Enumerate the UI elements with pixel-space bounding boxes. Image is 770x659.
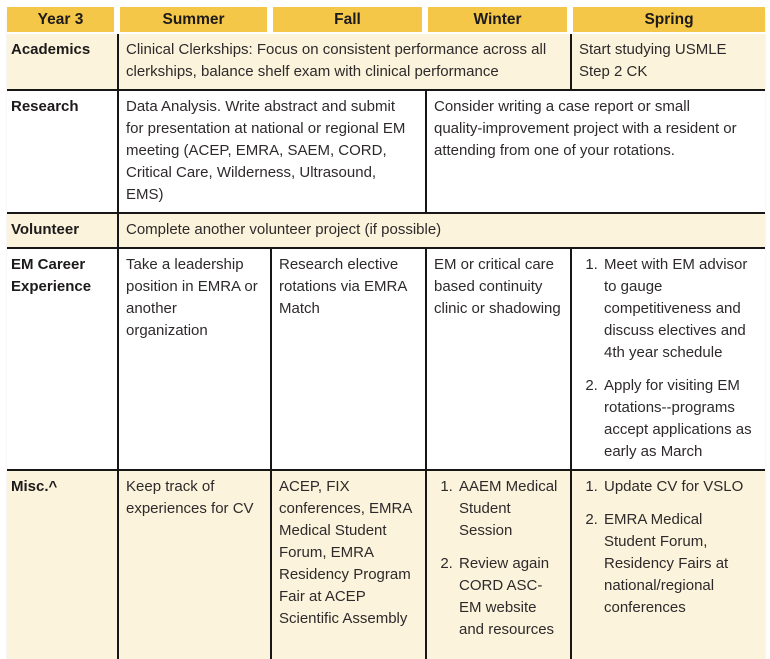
header-cell-winter: Winter: [425, 7, 570, 32]
cell-text: Take a leadership position in EMRA or another organization: [126, 256, 258, 339]
volunteer-all-seasons-cell: [117, 214, 765, 247]
academics-spring-cell: [570, 34, 765, 89]
cell-text: Clinical Clerkships: Focus on consistent performance across all clerkships, balance shelf exam with clinical performance: [126, 41, 547, 80]
cell-text: Data Analysis. Write abstract and submit for presentation at national or regional EM meeting (ACEP, EMRA, SAEM, CORD, Critical Care, Wilderness, Ultrasound, EMS): [126, 98, 406, 203]
em-career-summer-cell: [117, 249, 270, 469]
row-label-research: Research: [11, 98, 79, 115]
em-career-spring-cell: [570, 249, 765, 469]
row-label-volunteer: Volunteer: [11, 221, 80, 238]
research-winter-spring-cell: [425, 91, 765, 212]
misc-summer-cell: [117, 471, 270, 659]
table-body: [7, 34, 765, 659]
cell-text: Consider writing a case report or small quality-improvement project with a resident or attending from one of your rotations.: [434, 98, 737, 159]
row-label-academics: Academics: [11, 41, 91, 58]
cell-text: Start studying USMLE Step 2 CK: [579, 41, 727, 80]
misc-winter-cell: [425, 471, 570, 659]
cell-text: Keep track of experiences for CV: [126, 478, 254, 517]
row-em-career-experience: [7, 247, 765, 469]
list-item: 1. Meet with EM advisor to gauge competitiveness and discuss electives and 4th year schedule: [602, 254, 757, 364]
research-summer-fall-cell: [117, 91, 425, 212]
header-cell-spring: Spring: [570, 7, 765, 32]
em-career-spring-list: [579, 254, 757, 463]
header-cell-year3: Year 3: [7, 7, 117, 32]
misc-spring-list: [579, 476, 757, 619]
header-cell-fall: Fall: [270, 7, 425, 32]
row-label-em-career-experience: EM Career Experience: [11, 256, 92, 295]
row-research: [7, 89, 765, 212]
em-career-winter-cell: [425, 249, 570, 469]
row-volunteer: [7, 212, 765, 247]
misc-spring-cell: [570, 471, 765, 659]
list-item: 2. EMRA Medical Student Forum, Residency Fairs at national/regional conferences: [602, 509, 757, 619]
list-item: 1. Update CV for VSLO: [602, 476, 757, 498]
header-cell-summer: Summer: [117, 7, 270, 32]
year3-schedule-table: [7, 7, 765, 659]
misc-winter-list: [434, 476, 562, 641]
row-academics: [7, 34, 765, 89]
row-label-misc: Misc.^: [11, 478, 58, 495]
cell-text: ACEP, FIX conferences, EMRA Medical Student Forum, EMRA Residency Program Fair at ACEP Scientific Assembly: [279, 478, 412, 627]
academics-summer-fall-winter-cell: [117, 34, 570, 89]
list-item: 2. Apply for visiting EM rotations--programs accept applications as early as March: [602, 375, 757, 463]
table-header-row: [7, 7, 765, 32]
list-item: 1. AAEM Medical Student Session: [457, 476, 562, 542]
list-item: 2. Review again CORD ASC-EM website and resources: [457, 553, 562, 641]
cell-text: Complete another volunteer project (if possible): [126, 221, 442, 238]
cell-text: EM or critical care based continuity clinic or shadowing: [434, 256, 561, 317]
misc-fall-cell: [270, 471, 425, 659]
row-misc: [7, 469, 765, 659]
em-career-fall-cell: [270, 249, 425, 469]
cell-text: Research elective rotations via EMRA Match: [279, 256, 407, 317]
